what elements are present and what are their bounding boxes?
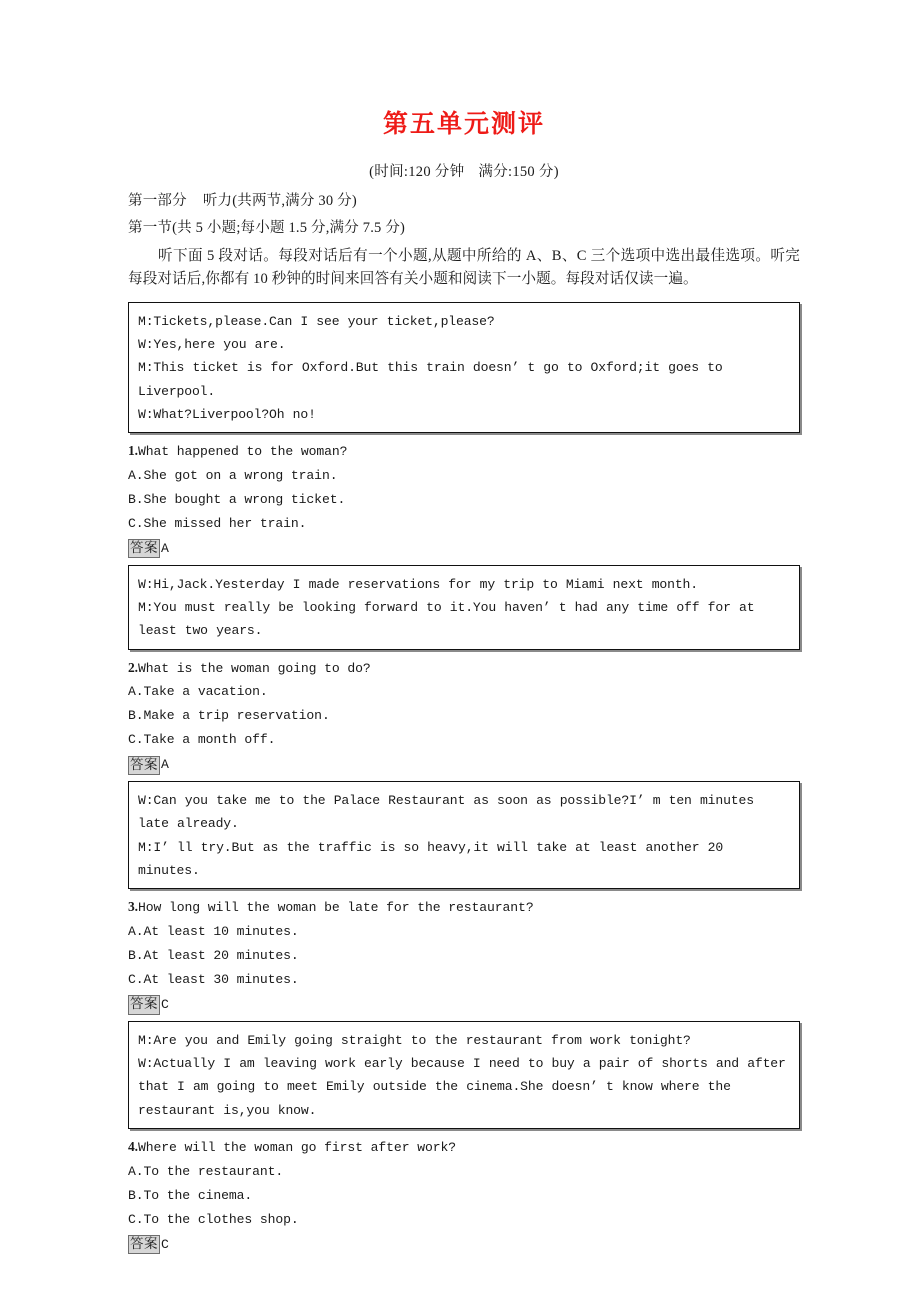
question-number: 3. — [128, 899, 138, 915]
answer-badge: 答案 — [128, 539, 160, 558]
option-c[interactable]: C.To the clothes shop. — [128, 1211, 299, 1227]
exam-total-score: 满分:150 分) — [478, 164, 559, 180]
answer-badge: 答案 — [128, 756, 160, 775]
dialogue-line: M:This ticket is for Oxford.But this train doesn’ t go to Oxford;it goes to Liverpool. — [138, 360, 723, 399]
page-title: 第五单元测评 — [382, 111, 545, 138]
question-text: How long will the woman be late for the restaurant? — [137, 900, 534, 916]
answer-row — [128, 751, 800, 778]
dialogue-line: W:Can you take me to the Palace Restaurant as soon as possible?I’ m ten minutes late already. — [138, 793, 754, 832]
option-a[interactable]: A.At least 10 minutes. — [128, 924, 299, 940]
option-b[interactable]: B.She bought a wrong ticket. — [128, 491, 346, 507]
option-b[interactable]: B.At least 20 minutes. — [128, 948, 299, 963]
question-block — [128, 1135, 800, 1258]
option-c[interactable]: C.She missed her train. — [128, 515, 307, 531]
question-text: Where will the woman go first after work? — [137, 1140, 456, 1156]
answer-badge: 答案 — [128, 995, 160, 1014]
question-stem — [128, 656, 800, 681]
exam-duration: (时间:120 分钟 — [369, 164, 465, 180]
dialogue-line: M:You must really be looking forward to it.You haven’ t had any time off for at least two years. — [138, 600, 755, 639]
answer-value: A — [161, 757, 169, 773]
dialogue-box — [128, 1021, 800, 1129]
option-a[interactable]: A.She got on a wrong train. — [128, 468, 338, 484]
exam-meta — [128, 160, 800, 181]
answer-value: C — [161, 1236, 169, 1252]
question-number: 4. — [128, 1139, 138, 1155]
answer-badge: 答案 — [128, 1235, 160, 1254]
answer-value: C — [161, 996, 169, 1012]
answer-row — [128, 535, 800, 562]
dialogue-box — [128, 565, 800, 650]
dialogue-box — [128, 781, 800, 889]
question-text: What happened to the woman? — [137, 444, 348, 460]
dialogue-line: W:Yes,here you are. — [138, 337, 286, 353]
part-one-name: 听力(共两节,满分 30 分) — [202, 193, 357, 209]
dialogue-line: W:Actually I am leaving work early because I need to buy a pair of shorts and after that I am going to meet Emily outside the cinema.She doesn’ t know where the restaurant is,you know. — [138, 1056, 786, 1118]
dialogue-box — [128, 302, 800, 433]
option-a[interactable]: A.Take a vacation. — [128, 684, 268, 700]
dialogue-line: M:I’ ll try.But as the traffic is so heavy,it will take at least another 20 minutes. — [138, 839, 724, 879]
dialogue-line: M:Tickets,please.Can I see your ticket,please? — [138, 313, 495, 329]
option-b[interactable]: B.Make a trip reservation. — [128, 708, 330, 724]
dialogue-line: W:What?Liverpool?Oh no! — [138, 406, 316, 422]
question-stem — [128, 1135, 800, 1160]
question-stem — [128, 439, 800, 464]
option-b[interactable]: B.To the cinema. — [128, 1187, 253, 1203]
option-c[interactable]: C.Take a month off. — [128, 732, 276, 748]
option-a[interactable]: A.To the restaurant. — [128, 1163, 284, 1179]
question-block — [128, 439, 800, 562]
question-stem — [128, 895, 800, 920]
question-block — [128, 895, 800, 1018]
answer-value: A — [161, 540, 169, 556]
answer-row — [128, 991, 800, 1018]
dialogue-line: M:Are you and Emily going straight to the restaurant from work tonight? — [138, 1032, 691, 1048]
option-c[interactable]: C.At least 30 minutes. — [128, 971, 299, 987]
part-one-label: 第一部分 — [128, 193, 187, 209]
listening-instructions: 听下面 5 段对话。每段对话后有一个小题,从题中所给的 A、B、C 三个选项中选出最佳选项。听完每段对话后,你都有 10 秒钟的时间来回答有关小题和阅读下一小题。每段对话仅读一遍。 — [128, 247, 800, 288]
question-number: 1. — [128, 443, 138, 459]
question-number: 2. — [128, 659, 138, 675]
dialogue-line: W:Hi,Jack.Yesterday I made reservations for my trip to Miami next month. — [138, 576, 698, 592]
part-one-heading — [128, 191, 800, 213]
answer-row — [128, 1230, 800, 1257]
section-one-heading: 第一节(共 5 小题;每小题 1.5 分,满分 7.5 分) — [128, 219, 406, 236]
question-text: What is the woman going to do? — [137, 660, 371, 676]
question-block — [128, 656, 800, 779]
